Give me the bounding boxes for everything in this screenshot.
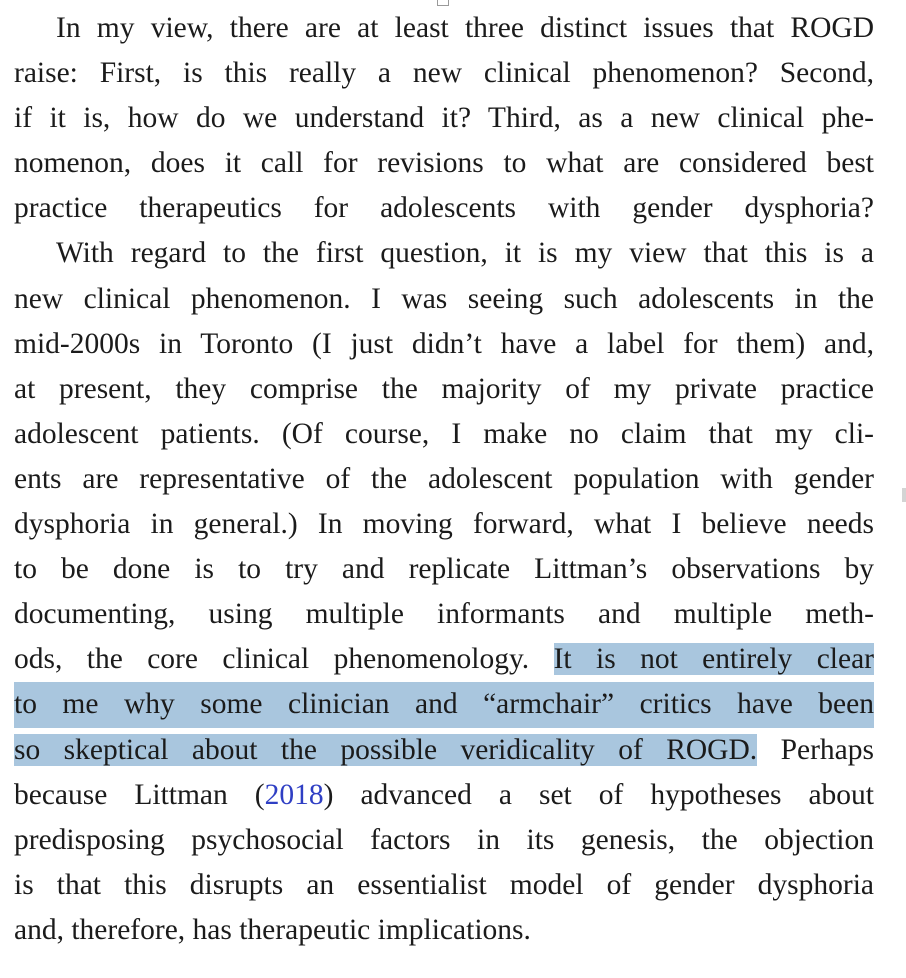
highlighted-text[interactable]: so skeptical about the possible veridicality of ROGD. (14, 733, 758, 766)
text-line: practice therapeutics for adolescents with gender dysphoria? (14, 192, 874, 225)
text-line: mid-2000s in Toronto (I just didn’t have a label for them) and, (14, 327, 874, 360)
text-line (14, 773, 874, 818)
text-line (14, 637, 874, 682)
text-line: at present, they comprise the majority of my private practice (14, 372, 874, 405)
text-line: dysphoria in general.) In moving forward, what I believe needs (14, 508, 874, 541)
citation-link[interactable]: 2018 (264, 778, 324, 811)
text-line: and, therefore, has therapeutic implications. (14, 913, 531, 946)
text-segment: ) advanced a set of hypotheses about (323, 778, 874, 811)
text-line: adolescent patients. (Of course, I make no claim that my cli- (14, 417, 874, 450)
text-line (14, 728, 874, 773)
text-line: raise: First, is this really a new clinical phenomenon? Second, (14, 57, 874, 90)
scrollbar-marker (902, 488, 906, 502)
text-line: documenting, using multiple informants and multiple meth- (14, 598, 874, 631)
text-line: is that this disrupts an essentialist model of gender dysphoria (14, 868, 874, 901)
text-line: to be done is to try and replicate Littman’s observations by (14, 553, 874, 586)
text-segment: Perhaps (757, 733, 874, 766)
text-line: In my view, there are at least three distinct issues that ROGD (56, 12, 874, 44)
text-line: predisposing psychosocial factors in its genesis, the objection (14, 823, 874, 856)
text-line: ents are representative of the adolescent population with gender (14, 462, 874, 495)
text-line: With regard to the first question, it is my view that this is a (56, 237, 874, 270)
text-segment: because Littman ( (14, 778, 265, 811)
text-line: new clinical phenomenon. I was seeing such adolescents in the (14, 282, 874, 315)
text-segment: ods, the core clinical phenomenology. (14, 643, 554, 676)
text-line: if it is, how do we understand it? Third, as a new clinical phe- (14, 102, 874, 135)
highlighted-text-line[interactable]: to me why some clinician and “armchair” critics have been (14, 682, 874, 727)
document-text (14, 6, 874, 953)
text-line: nomenon, does it call for revisions to what are considered best (14, 147, 874, 180)
highlighted-text[interactable]: It is not entirely clear (553, 643, 874, 676)
